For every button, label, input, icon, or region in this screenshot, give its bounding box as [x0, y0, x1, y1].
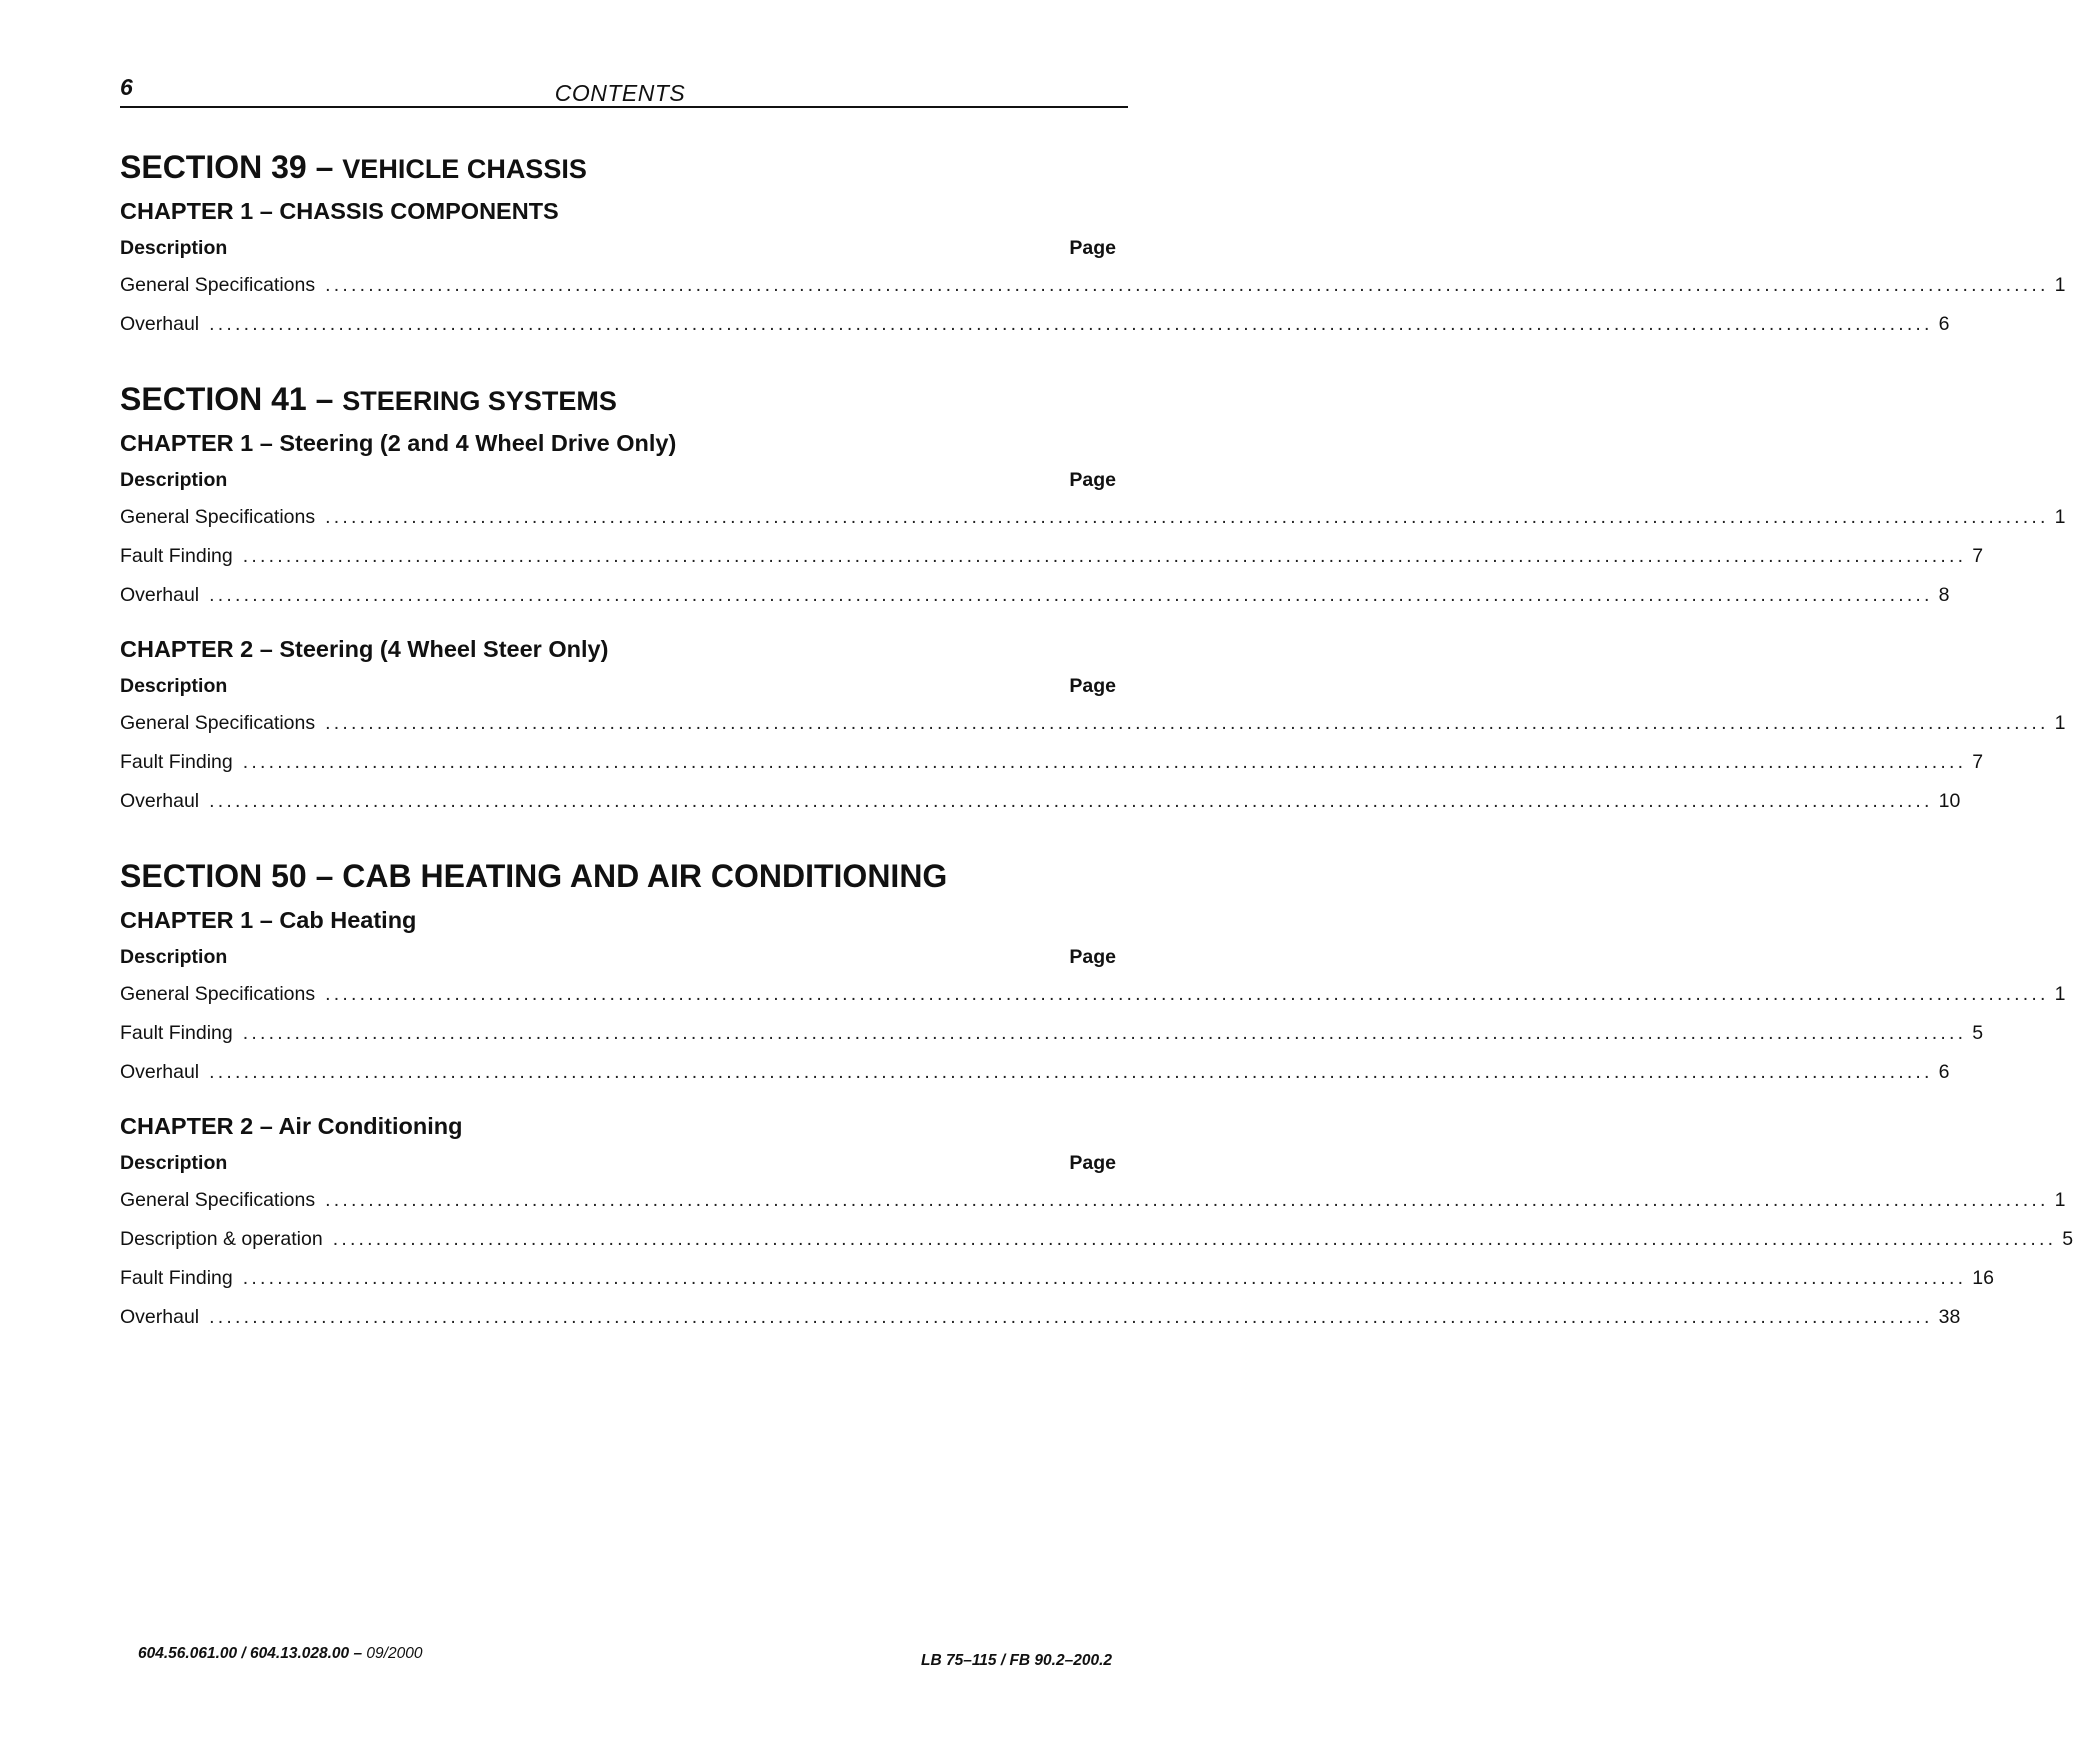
toc-entry[interactable] [120, 1188, 2066, 1228]
footer-date: 09/2000 [366, 1645, 423, 1662]
page-number: 6 [120, 74, 133, 100]
toc-entry[interactable] [120, 274, 2066, 313]
toc-entry-label: Fault Finding [120, 545, 233, 568]
leader-dots: ........................................................................................................................................................................................................ [325, 1188, 2049, 1211]
toc-entry-page: 7 [1972, 750, 1984, 773]
toc-entry-page: 16 [1972, 1266, 1994, 1289]
chapter-block [120, 636, 2066, 829]
toc-entry-label: General Specifications [120, 506, 316, 529]
toc-entry-page: 10 [1938, 789, 1961, 812]
leader-dots: ........................................................................................................................................................................................................ [325, 982, 2049, 1005]
toc-entry-label: Fault Finding [120, 750, 233, 773]
leader-dots: ........................................................................................................................................................................................................ [242, 1021, 1967, 1044]
section-name: STEERING SYSTEMS [342, 386, 617, 417]
description-header: Description [120, 1151, 228, 1174]
toc-entry[interactable] [120, 1266, 1994, 1306]
column-headers [120, 946, 1120, 969]
chapter-block [120, 1112, 2074, 1345]
leader-dots: ........................................................................................................................................................................................................ [209, 313, 1933, 336]
description-header: Description [120, 469, 228, 492]
section-title [120, 150, 1120, 185]
toc-entry[interactable] [120, 313, 1950, 352]
toc-entry-page: 1 [2054, 711, 2066, 734]
page-header: Page [1069, 469, 1116, 492]
toc-entry-page: 6 [1938, 1060, 1950, 1083]
chapter-block [120, 430, 2066, 623]
toc-entry[interactable] [120, 982, 2066, 1022]
footer-model-range: LB 75–115 / FB 90.2–200.2 [921, 1652, 1113, 1669]
toc-entry[interactable] [120, 1305, 1961, 1345]
column-headers [120, 675, 1120, 698]
toc-entry-page: 5 [1972, 1021, 1984, 1044]
section-number: SECTION 41 – [120, 381, 334, 418]
header-title: CONTENTS [554, 80, 686, 106]
chapter-block [120, 198, 2066, 352]
page-header: Page [1069, 237, 1116, 260]
leader-dots: ........................................................................................................................................................................................................ [332, 1227, 2057, 1250]
toc-entry-page: 38 [1938, 1305, 1961, 1328]
section-title [120, 859, 1120, 894]
leader-dots: ........................................................................................................................................................................................................ [325, 274, 2049, 297]
toc-entry[interactable] [120, 750, 1984, 790]
toc-entry-label: Overhaul [120, 584, 200, 607]
leader-dots: ........................................................................................................................................................................................................ [242, 545, 1967, 568]
column-headers [120, 469, 1120, 492]
toc-entry-page: 5 [2062, 1227, 2074, 1250]
toc-entry[interactable] [120, 506, 2066, 545]
toc-entry-page: 6 [1938, 313, 1950, 336]
header-rule [120, 106, 1128, 108]
leader-dots: ........................................................................................................................................................................................................ [242, 750, 1967, 773]
toc-entry-label: Fault Finding [120, 1266, 233, 1289]
toc-entry-page: 8 [1938, 584, 1950, 607]
toc-entry-label: General Specifications [120, 982, 316, 1005]
toc-entry-page: 1 [2054, 1188, 2066, 1211]
toc-entry-label: General Specifications [120, 1188, 316, 1211]
toc-entry-page: 7 [1972, 545, 1984, 568]
description-header: Description [120, 945, 228, 968]
description-header: Description [120, 674, 228, 697]
chapter-title: CHAPTER 2 – Steering (4 Wheel Steer Only) [120, 636, 609, 663]
column-headers [120, 237, 1120, 260]
chapter-title: CHAPTER 1 – Cab Heating [120, 907, 417, 934]
leader-dots: ........................................................................................................................................................................................................ [325, 506, 2049, 529]
toc-entry[interactable] [120, 584, 1950, 623]
toc-entry[interactable] [120, 789, 1961, 829]
toc-entry-label: Overhaul [120, 1305, 200, 1328]
toc-entry-label: Description & operation [120, 1227, 323, 1250]
section-41 [120, 381, 2066, 829]
section-50 [120, 857, 2074, 1345]
leader-dots: ........................................................................................................................................................................................................ [242, 1266, 1967, 1289]
page-header: Page [1069, 1151, 1116, 1174]
toc-entry-page: 1 [2054, 506, 2066, 529]
section-number: SECTION 50 – [120, 857, 334, 894]
section-39 [120, 149, 2066, 352]
leader-dots: ........................................................................................................................................................................................................ [325, 711, 2049, 734]
footer-document-code [138, 1645, 422, 1663]
toc-entry[interactable] [120, 1060, 1950, 1100]
chapter-block [120, 907, 2066, 1100]
footer-code: 604.56.061.00 / 604.13.028.00 – [138, 1645, 363, 1662]
section-title [120, 382, 1120, 417]
toc-entry-label: Overhaul [120, 313, 200, 336]
chapter-title: CHAPTER 1 – CHASSIS COMPONENTS [120, 198, 559, 225]
contents-body [120, 149, 2074, 1375]
section-name: CAB HEATING AND AIR CONDITIONING [342, 857, 948, 894]
toc-entry[interactable] [120, 711, 2066, 751]
chapter-title: CHAPTER 1 – Steering (2 and 4 Wheel Drive Only) [120, 430, 677, 457]
toc-entry-label: General Specifications [120, 274, 316, 297]
page-header: Page [1069, 945, 1116, 968]
leader-dots: ........................................................................................................................................................................................................ [209, 1060, 1933, 1083]
section-number: SECTION 39 – [120, 149, 334, 185]
toc-entry-label: General Specifications [120, 711, 316, 734]
toc-entry-label: Fault Finding [120, 1021, 233, 1044]
column-headers [120, 1152, 1120, 1175]
toc-entry-page: 1 [2054, 274, 2066, 297]
toc-entry[interactable] [120, 1227, 2074, 1267]
leader-dots: ........................................................................................................................................................................................................ [209, 1305, 1933, 1328]
toc-entry-label: Overhaul [120, 1060, 200, 1083]
page-header: Page [1069, 674, 1116, 697]
leader-dots: ........................................................................................................................................................................................................ [209, 584, 1933, 607]
description-header: Description [120, 237, 228, 260]
toc-entry-page: 1 [2054, 982, 2066, 1005]
toc-entry[interactable] [120, 545, 1984, 584]
leader-dots: ........................................................................................................................................................................................................ [209, 789, 1933, 812]
chapter-title: CHAPTER 2 – Air Conditioning [120, 1112, 463, 1139]
toc-entry-label: Overhaul [120, 789, 200, 812]
section-name: VEHICLE CHASSIS [342, 154, 587, 184]
toc-entry[interactable] [120, 1021, 1984, 1061]
